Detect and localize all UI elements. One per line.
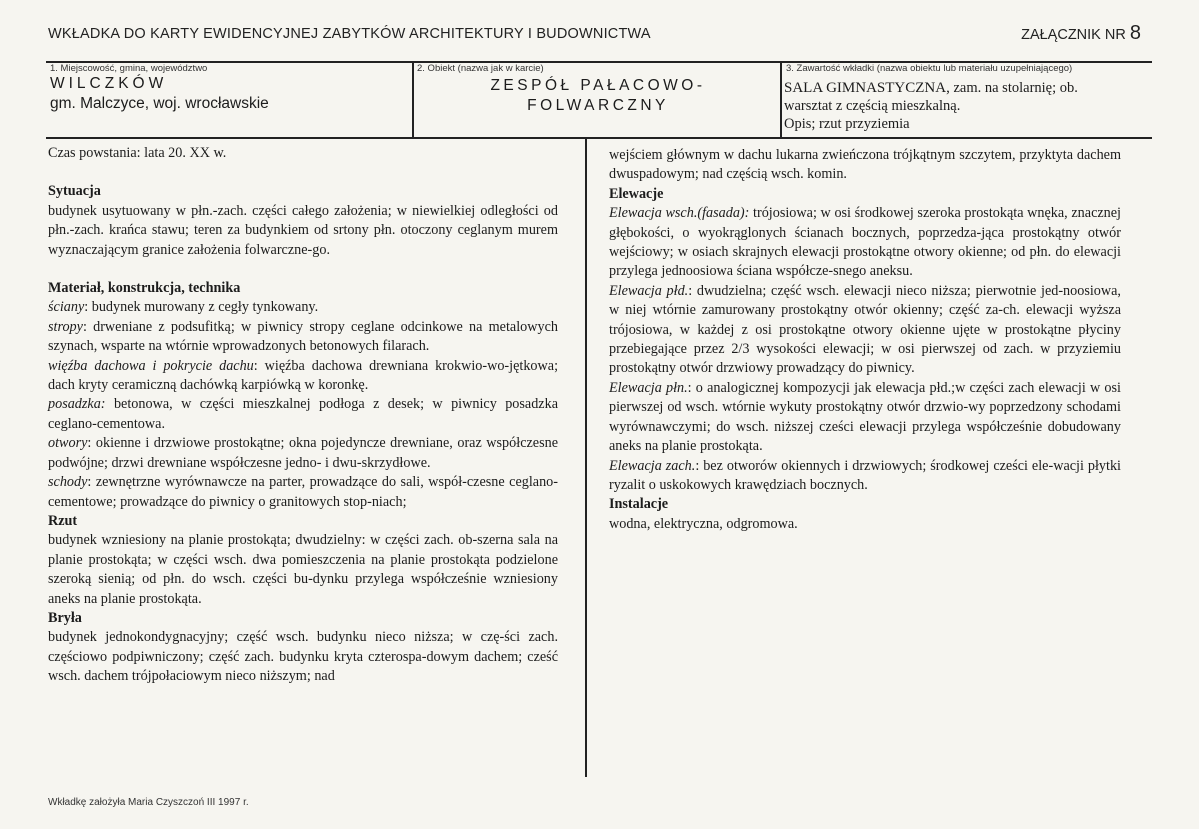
elevation-north-label: Elewacja płn.	[609, 379, 688, 396]
header-divider-1	[412, 61, 414, 138]
location-details: gm. Malczyce, woj. wrocławskie	[50, 95, 269, 112]
section-text-rzut: budynek wzniesiony na planie prostokąta; dwudzielny: w części zach. ob-szerna sala na planie prostokąta; w części wsch. dwa pomieszczenia na planie prostokąta podzielone szeroką sienią; od płn. do wsch. części bu-dynku przylega współcześnie wzniesiony aneks na planie prostokąta.	[48, 532, 558, 607]
contents-line-2: warsztat z częścią mieszkalną.	[784, 98, 961, 114]
elevation-east-label: Elewacja wsch.(fasada):	[609, 205, 750, 222]
material-openings	[48, 434, 558, 473]
annex-label	[1021, 22, 1141, 45]
elevation-west	[609, 457, 1121, 496]
elevation-south-label: Elewacja płd.	[609, 282, 689, 299]
contents-line-1-rest: zam. na stolarnię; ob.	[949, 80, 1078, 96]
section-heading-sytuacja: Sytuacja	[48, 183, 101, 200]
section-text-instalacje: wodna, elektryczna, odgromowa.	[609, 515, 798, 532]
object-name-line-1: ZESPÓŁ PAŁACOWO-	[490, 77, 706, 94]
header-divider-2	[780, 61, 782, 138]
header-bottom-rule	[46, 137, 1152, 139]
material-floor-label: posadzka:	[48, 396, 106, 413]
material-walls-text: : budynek murowany z cegły tynkowany.	[84, 299, 319, 316]
section-heading-instalacje: Instalacje	[609, 496, 669, 513]
material-roof-label: więźba dachowa i pokrycie dachu	[48, 357, 254, 374]
footer-author: Wkładkę założyła Maria Czyszczoń III 1997 r.	[48, 797, 249, 808]
contents-object-name: SALA GIMNASTYCZNA,	[784, 80, 950, 96]
section-text-bryla-continued: wejściem głównym w dachu lukarna zwieńczona trójkątnym szczytem, przyktyta dachem dwuspadowym; nad częścią wsch. komin.	[609, 147, 1121, 183]
object-label: 2. Obiekt (nazwa jak w karcie)	[417, 63, 544, 74]
location-label: 1. Miejscowość, gmina, województwo	[50, 63, 208, 74]
material-ceilings-text: : drweniane z podsufitką; w piwnicy stropy ceglane odcinkowe na metalowych szynach, wsparte na wtórnie wprowadzonych betonowych filarach.	[48, 318, 558, 355]
description-right-column	[609, 146, 1121, 534]
column-divider	[585, 137, 587, 777]
contents-text	[784, 79, 1154, 133]
contents-label: 3. Zawartość wkładki (nazwa obiektu lub materiału uzupełniającego)	[786, 63, 1073, 74]
section-heading-material: Materiał, konstrukcja, technika	[48, 280, 241, 297]
sheet-title: WKŁADKA DO KARTY EWIDENCYJNEJ ZABYTKÓW ARCHITEKTURY I BUDOWNICTWA	[48, 26, 651, 42]
material-openings-label: otwory	[48, 435, 88, 452]
material-ceilings	[48, 318, 558, 357]
material-floor-text: betonowa, w części mieszkalnej podłoga z desek; w piwnicy posadzka ceglano-cementowa.	[48, 396, 558, 432]
contents-line-1	[784, 79, 1154, 97]
elevation-east-text: trójosiowa; w osi środkowej szeroka prostokąta wnęka, znacznej głębokości, o wyokrąglonych ścianach bocznych, poprzedza-jąca prostokątny otwór wejściowy; w osiach skrajnych elewacji prostokątne otwory okienne; od płn. do elewacji przylega jednoosiowa ściana współcze-snego aneksu.	[609, 205, 1121, 280]
annex-number: 8	[1129, 22, 1141, 44]
location-name: WILCZKÓW	[50, 75, 168, 92]
elevation-west-label: Elewacja zach.	[609, 457, 696, 474]
section-heading-elewacje: Elewacje	[609, 185, 664, 202]
object-name-line-2: FOLWARCZNY	[527, 97, 669, 114]
elevation-north	[609, 379, 1121, 457]
section-heading-rzut: Rzut	[48, 512, 78, 529]
description-left-column	[48, 144, 558, 687]
material-stairs	[48, 473, 558, 512]
material-stairs-text: : zewnętrzne wyrównawcze na parter, prowadzące do sali, współ-czesne ceglano-cementowe; prowadzące do piwnicy o granitowych stop-niach;	[48, 474, 558, 510]
elevation-south-text: : dwudzielna; część wsch. elewacji nieco niższa; pierwotnie jed-noosiowa, w niej wtórnie zamurowany prostokątny otwór okienny; część za-ch. elewacji wyższa trójosiowa, w każdej z osi prostokątne otwory okienne ujęte w prostokątne płyciny przebiegające przez 2/3 wysokości elewacji; w osi pierwszej od zach. w przyziemiu prostokątny otwór drzwiowy prowadzący do piwnicy.	[609, 282, 1121, 377]
material-roof	[48, 357, 558, 396]
material-floor	[48, 395, 558, 434]
material-stairs-label: schody	[48, 474, 88, 491]
elevation-west-text: : bez otworów okiennych i drzwiowych; środkowej cześci ele-wacji płytki ryzalit o uskokowych krawędziach bocznych.	[609, 457, 1121, 493]
object-name	[418, 76, 778, 116]
section-heading-bryla: Bryła	[48, 609, 82, 626]
annex-label-text: ZAŁĄCZNIK NR	[1021, 27, 1126, 43]
contents-line-3: Opis; rzut przyziemia	[784, 116, 910, 132]
creation-date: Czas powstania: lata 20. XX w.	[48, 145, 227, 161]
material-ceilings-label: stropy	[48, 318, 83, 335]
material-walls	[48, 298, 558, 317]
elevation-south	[609, 282, 1121, 379]
material-walls-label: ściany	[48, 299, 85, 316]
section-text-bryla: budynek jednokondygnacyjny; część wsch. budynku nieco niższa; w czę-ści zach. częściowo podpiwniczony; część zach. budynku kryta czterospa-dowym dachem; cześć wsch. dachem trójpołaciowym nieco niższym; nad	[48, 629, 558, 685]
elevation-north-text: : o analogicznej kompozycji jak elewacja płd.;w części zach elewacji w osi pierwszej od wsch. wtórnie wykuty prostokątny otwór drzwio-wy poprzedzony schodami wyrównawczymi; do wsch. niższej cześci elewacji przylega współcześnie dobudowany aneks na planie prostokąta.	[609, 379, 1121, 455]
material-openings-text: : okienne i drzwiowe prostokątne; okna pojedyncze drewniane, oraz współczesne podwójne; drzwi drewniane współczesne jedno- i dwu-skrzydłowe.	[48, 435, 558, 471]
section-text-sytuacja: budynek usytuowany w płn.-zach. części całego założenia; w niewielkiej odległości od płn.-zach. krańca stawu; teren za budynkiem od srtony płn. otoczony ceglanym murem wyznaczającym granice założenia folwarczne-go.	[48, 202, 558, 258]
elevation-east	[609, 204, 1121, 282]
material-roof-text: : więźba dachowa drewniana krokwio-wo-jętkowa; dach kryty ceramiczną dachówką karpiówką w koronkę.	[48, 357, 559, 394]
